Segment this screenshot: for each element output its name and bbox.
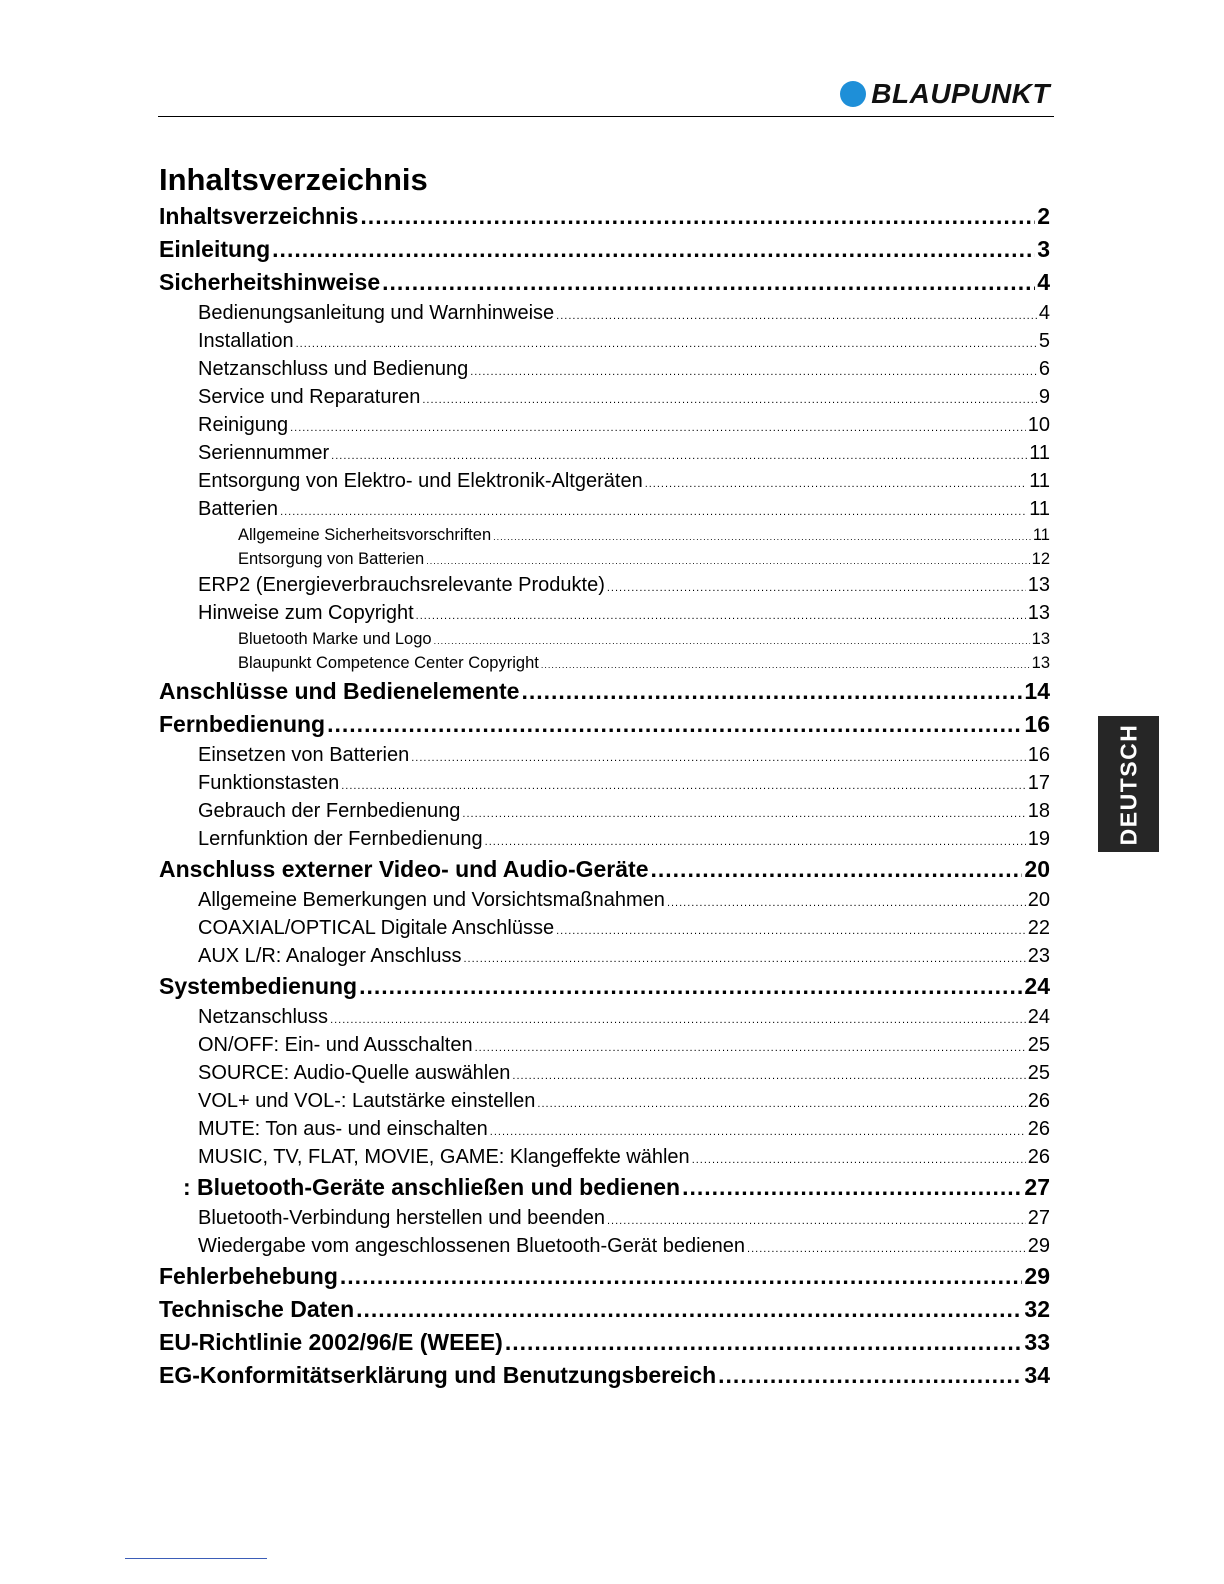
toc-entry[interactable]	[159, 675, 1050, 708]
toc-entry-title: EG-Konformitätserklärung und Benutzungsbereich	[159, 1362, 717, 1388]
toc-entry-page: 4	[1037, 269, 1050, 295]
toc-entry[interactable]	[159, 1031, 1050, 1059]
toc-entry[interactable]	[159, 886, 1050, 914]
toc-entry[interactable]	[159, 1059, 1050, 1087]
toc-dot-leader	[462, 800, 1025, 825]
toc-entry-title: Inhaltsverzeichnis	[159, 203, 359, 229]
toc-dot-leader	[290, 414, 1026, 439]
toc-entry-title: Bluetooth-Verbindung herstellen und beenden	[198, 1207, 605, 1229]
toc-dot-leader	[682, 1171, 1022, 1204]
toc-entry-page: 25	[1027, 1062, 1050, 1084]
toc-entry-page: 9	[1038, 386, 1050, 408]
toc-entry-page: 13	[1031, 654, 1050, 672]
toc-entry-page: 24	[1024, 973, 1050, 999]
toc-entry-title: Einsetzen von Batterien	[198, 744, 410, 766]
toc-dot-leader	[416, 602, 1026, 627]
toc-entry[interactable]	[159, 355, 1050, 383]
toc-entry-title: ERP2 (Energieverbrauchsrelevante Produkte)	[198, 574, 605, 596]
toc-dot-leader	[692, 1146, 1026, 1171]
toc-entry-title: Allgemeine Sicherheitsvorschriften	[238, 526, 492, 544]
toc-dot-leader	[645, 470, 1028, 495]
toc-dot-leader	[330, 1006, 1026, 1031]
toc-entry-page: 22	[1027, 917, 1050, 939]
toc-entry-title: Bedienungsanleitung und Warnhinweise	[198, 302, 555, 324]
toc-entry-page: 24	[1027, 1006, 1050, 1028]
toc-dot-leader	[463, 945, 1025, 970]
language-tab-label: DEUTSCH	[1115, 723, 1142, 845]
toc-dot-leader	[340, 1260, 1023, 1293]
toc-dot-leader	[493, 525, 1031, 547]
toc-entry[interactable]	[159, 495, 1050, 523]
toc-entry-page: 27	[1024, 1174, 1050, 1200]
toc-entry-title: Technische Daten	[159, 1296, 355, 1322]
toc-entry[interactable]	[159, 1087, 1050, 1115]
toc-entry-page: 11	[1032, 526, 1050, 544]
toc-entry-page: 33	[1024, 1329, 1050, 1355]
toc-dot-leader	[667, 889, 1026, 914]
toc-entry-title: SOURCE: Audio-Quelle auswählen	[198, 1062, 511, 1084]
toc-entry-title: Einleitung	[159, 236, 271, 262]
toc-entry[interactable]	[159, 327, 1050, 355]
language-tab	[1098, 716, 1159, 852]
toc-entry-title: Service und Reparaturen	[198, 386, 421, 408]
toc-entry-page: 13	[1027, 602, 1050, 624]
toc-entry-page: 26	[1027, 1118, 1050, 1140]
toc-entry[interactable]	[159, 523, 1050, 547]
toc-entry-page: 29	[1027, 1235, 1050, 1257]
toc-entry[interactable]	[159, 651, 1050, 675]
toc-dot-leader	[537, 1090, 1025, 1115]
toc-entry-page: 3	[1037, 236, 1050, 262]
toc-dot-leader	[470, 358, 1037, 383]
toc-entry[interactable]	[159, 741, 1050, 769]
toc-entry-title: VOL+ und VOL-: Lautstärke einstellen	[198, 1090, 536, 1112]
toc-entry[interactable]	[159, 1326, 1050, 1359]
toc-entry-title: COAXIAL/OPTICAL Digitale Anschlüsse	[198, 917, 555, 939]
toc-dot-leader	[607, 574, 1026, 599]
toc-entry-page: 4	[1038, 302, 1050, 324]
toc-entry-title: Allgemeine Bemerkungen und Vorsichtsmaßnahmen	[198, 889, 665, 911]
toc-dot-leader	[382, 266, 1035, 299]
toc-entry[interactable]	[159, 1293, 1050, 1326]
table-of-contents	[159, 200, 1050, 1392]
toc-dot-leader	[475, 1034, 1026, 1059]
toc-entry-title: MUSIC, TV, FLAT, MOVIE, GAME: Klangeffekte wählen	[198, 1146, 690, 1168]
toc-entry-page: 17	[1027, 772, 1050, 794]
toc-entry-page: 20	[1027, 889, 1050, 911]
toc-entry[interactable]	[159, 1171, 1050, 1204]
toc-entry-page: 5	[1038, 330, 1050, 352]
toc-entry-page: 16	[1027, 744, 1050, 766]
toc-dot-leader	[272, 233, 1035, 266]
brand-name: BLAUPUNKT	[871, 78, 1050, 109]
toc-dot-leader	[296, 330, 1037, 355]
toc-entry[interactable]	[159, 1115, 1050, 1143]
toc-entry-title: Gebrauch der Fernbedienung	[198, 800, 461, 822]
toc-dot-leader	[718, 1359, 1022, 1392]
toc-entry-page: 11	[1029, 442, 1050, 464]
toc-entry[interactable]	[159, 627, 1050, 651]
toc-entry-title: MUTE: Ton aus- und einschalten	[198, 1118, 488, 1140]
toc-entry-title: Systembedienung	[159, 973, 358, 999]
toc-entry[interactable]	[159, 853, 1050, 886]
toc-entry[interactable]	[159, 1260, 1050, 1293]
toc-entry-title: Entsorgung von Elektro- und Elektronik-Altgeräten	[198, 470, 643, 492]
toc-entry[interactable]	[159, 467, 1050, 495]
toc-entry-title: Wiedergabe vom angeschlossenen Bluetooth-Gerät bedienen	[198, 1235, 746, 1257]
toc-entry[interactable]	[159, 547, 1050, 571]
toc-dot-leader	[341, 772, 1026, 797]
toc-entry-page: 13	[1031, 630, 1050, 648]
toc-dot-leader	[521, 675, 1022, 708]
toc-entry[interactable]	[159, 1359, 1050, 1392]
toc-dot-leader	[556, 302, 1037, 327]
toc-entry-page: 29	[1024, 1263, 1050, 1289]
toc-dot-leader	[356, 1293, 1022, 1326]
toc-entry-page: 11	[1029, 498, 1050, 520]
toc-entry-page: 14	[1024, 678, 1050, 704]
toc-entry-title: Installation	[198, 330, 294, 352]
toc-entry-page: 12	[1031, 550, 1050, 568]
brand-logo	[840, 78, 1050, 110]
toc-entry[interactable]	[159, 439, 1050, 467]
toc-entry-page: 32	[1024, 1296, 1050, 1322]
toc-dot-leader	[426, 549, 1029, 571]
toc-dot-leader	[434, 629, 1030, 651]
toc-entry-title: Batterien	[198, 498, 279, 520]
toc-dot-leader	[411, 744, 1026, 769]
toc-entry-title: Fehlerbehebung	[159, 1263, 338, 1289]
toc-entry[interactable]	[159, 825, 1050, 853]
toc-entry-page: 10	[1027, 414, 1050, 436]
toc-entry[interactable]	[159, 1003, 1050, 1031]
toc-entry[interactable]	[159, 411, 1050, 439]
toc-dot-leader	[280, 498, 1027, 523]
toc-entry-title: Funktionstasten	[198, 772, 340, 794]
toc-entry[interactable]	[159, 1232, 1050, 1260]
toc-entry[interactable]	[159, 914, 1050, 942]
toc-entry-title: Netzanschluss und Bedienung	[198, 358, 469, 380]
toc-entry-page: 34	[1024, 1362, 1050, 1388]
toc-dot-leader	[360, 200, 1035, 233]
toc-entry-title: : Bluetooth-Geräte anschließen und bedienen	[183, 1174, 681, 1200]
toc-dot-leader	[556, 917, 1026, 942]
toc-entry[interactable]	[159, 1143, 1050, 1171]
toc-entry[interactable]	[159, 599, 1050, 627]
toc-dot-leader	[422, 386, 1037, 411]
toc-entry[interactable]	[159, 383, 1050, 411]
toc-entry[interactable]	[159, 299, 1050, 327]
toc-entry-page: 25	[1027, 1034, 1050, 1056]
toc-dot-leader	[331, 442, 1027, 467]
toc-entry-page: 26	[1027, 1146, 1050, 1168]
toc-dot-leader	[607, 1207, 1026, 1232]
toc-dot-leader	[541, 653, 1030, 675]
footer-rule	[125, 1558, 267, 1559]
toc-entry-title: Hinweise zum Copyright	[198, 602, 414, 624]
toc-entry-page: 18	[1027, 800, 1050, 822]
brand-dot-icon	[840, 81, 866, 107]
toc-dot-leader	[512, 1062, 1025, 1087]
toc-dot-leader	[505, 1326, 1023, 1359]
toc-entry-title: Anschluss externer Video- und Audio-Geräte	[159, 856, 649, 882]
toc-entry-title: Seriennummer	[198, 442, 330, 464]
toc-entry-title: EU-Richtlinie 2002/96/E (WEEE)	[159, 1329, 503, 1355]
toc-entry[interactable]	[159, 708, 1050, 741]
toc-dot-leader	[327, 708, 1022, 741]
toc-entry-title: Reinigung	[198, 414, 289, 436]
toc-entry-title: Blaupunkt Competence Center Copyright	[238, 654, 539, 672]
toc-entry-page: 27	[1027, 1207, 1050, 1229]
toc-entry-title: Sicherheitshinweise	[159, 269, 381, 295]
toc-entry[interactable]	[159, 233, 1050, 266]
toc-entry-title: Lernfunktion der Fernbedienung	[198, 828, 483, 850]
toc-entry[interactable]	[159, 797, 1050, 825]
toc-entry[interactable]	[159, 200, 1050, 233]
toc-dot-leader	[747, 1235, 1026, 1260]
toc-entry-page: 11	[1029, 470, 1050, 492]
toc-entry-page: 2	[1037, 203, 1050, 229]
toc-entry-title: Fernbedienung	[159, 711, 326, 737]
toc-entry-page: 16	[1024, 711, 1050, 737]
toc-entry-page: 26	[1027, 1090, 1050, 1112]
toc-entry-title: Netzanschluss	[198, 1006, 329, 1028]
toc-entry[interactable]	[159, 769, 1050, 797]
toc-entry-title: Anschlüsse und Bedienelemente	[159, 678, 520, 704]
toc-entry-page: 13	[1027, 574, 1050, 596]
toc-entry-page: 20	[1024, 856, 1050, 882]
toc-entry-title: AUX L/R: Analoger Anschluss	[198, 945, 462, 967]
toc-dot-leader	[485, 828, 1026, 853]
toc-dot-leader	[651, 853, 1023, 886]
page-header	[158, 70, 1054, 117]
toc-entry-title: Bluetooth Marke und Logo	[238, 630, 432, 648]
toc-entry-page: 6	[1038, 358, 1050, 380]
toc-entry-title: Entsorgung von Batterien	[238, 550, 425, 568]
toc-entry[interactable]	[159, 1204, 1050, 1232]
toc-entry[interactable]	[159, 942, 1050, 970]
page-title: Inhaltsverzeichnis	[159, 162, 428, 197]
toc-entry[interactable]	[159, 266, 1050, 299]
toc-dot-leader	[359, 970, 1022, 1003]
toc-dot-leader	[490, 1118, 1026, 1143]
toc-entry-page: 19	[1027, 828, 1050, 850]
toc-entry[interactable]	[159, 970, 1050, 1003]
toc-entry-title: ON/OFF: Ein- und Ausschalten	[198, 1034, 473, 1056]
toc-entry-page: 23	[1027, 945, 1050, 967]
toc-entry[interactable]	[159, 571, 1050, 599]
